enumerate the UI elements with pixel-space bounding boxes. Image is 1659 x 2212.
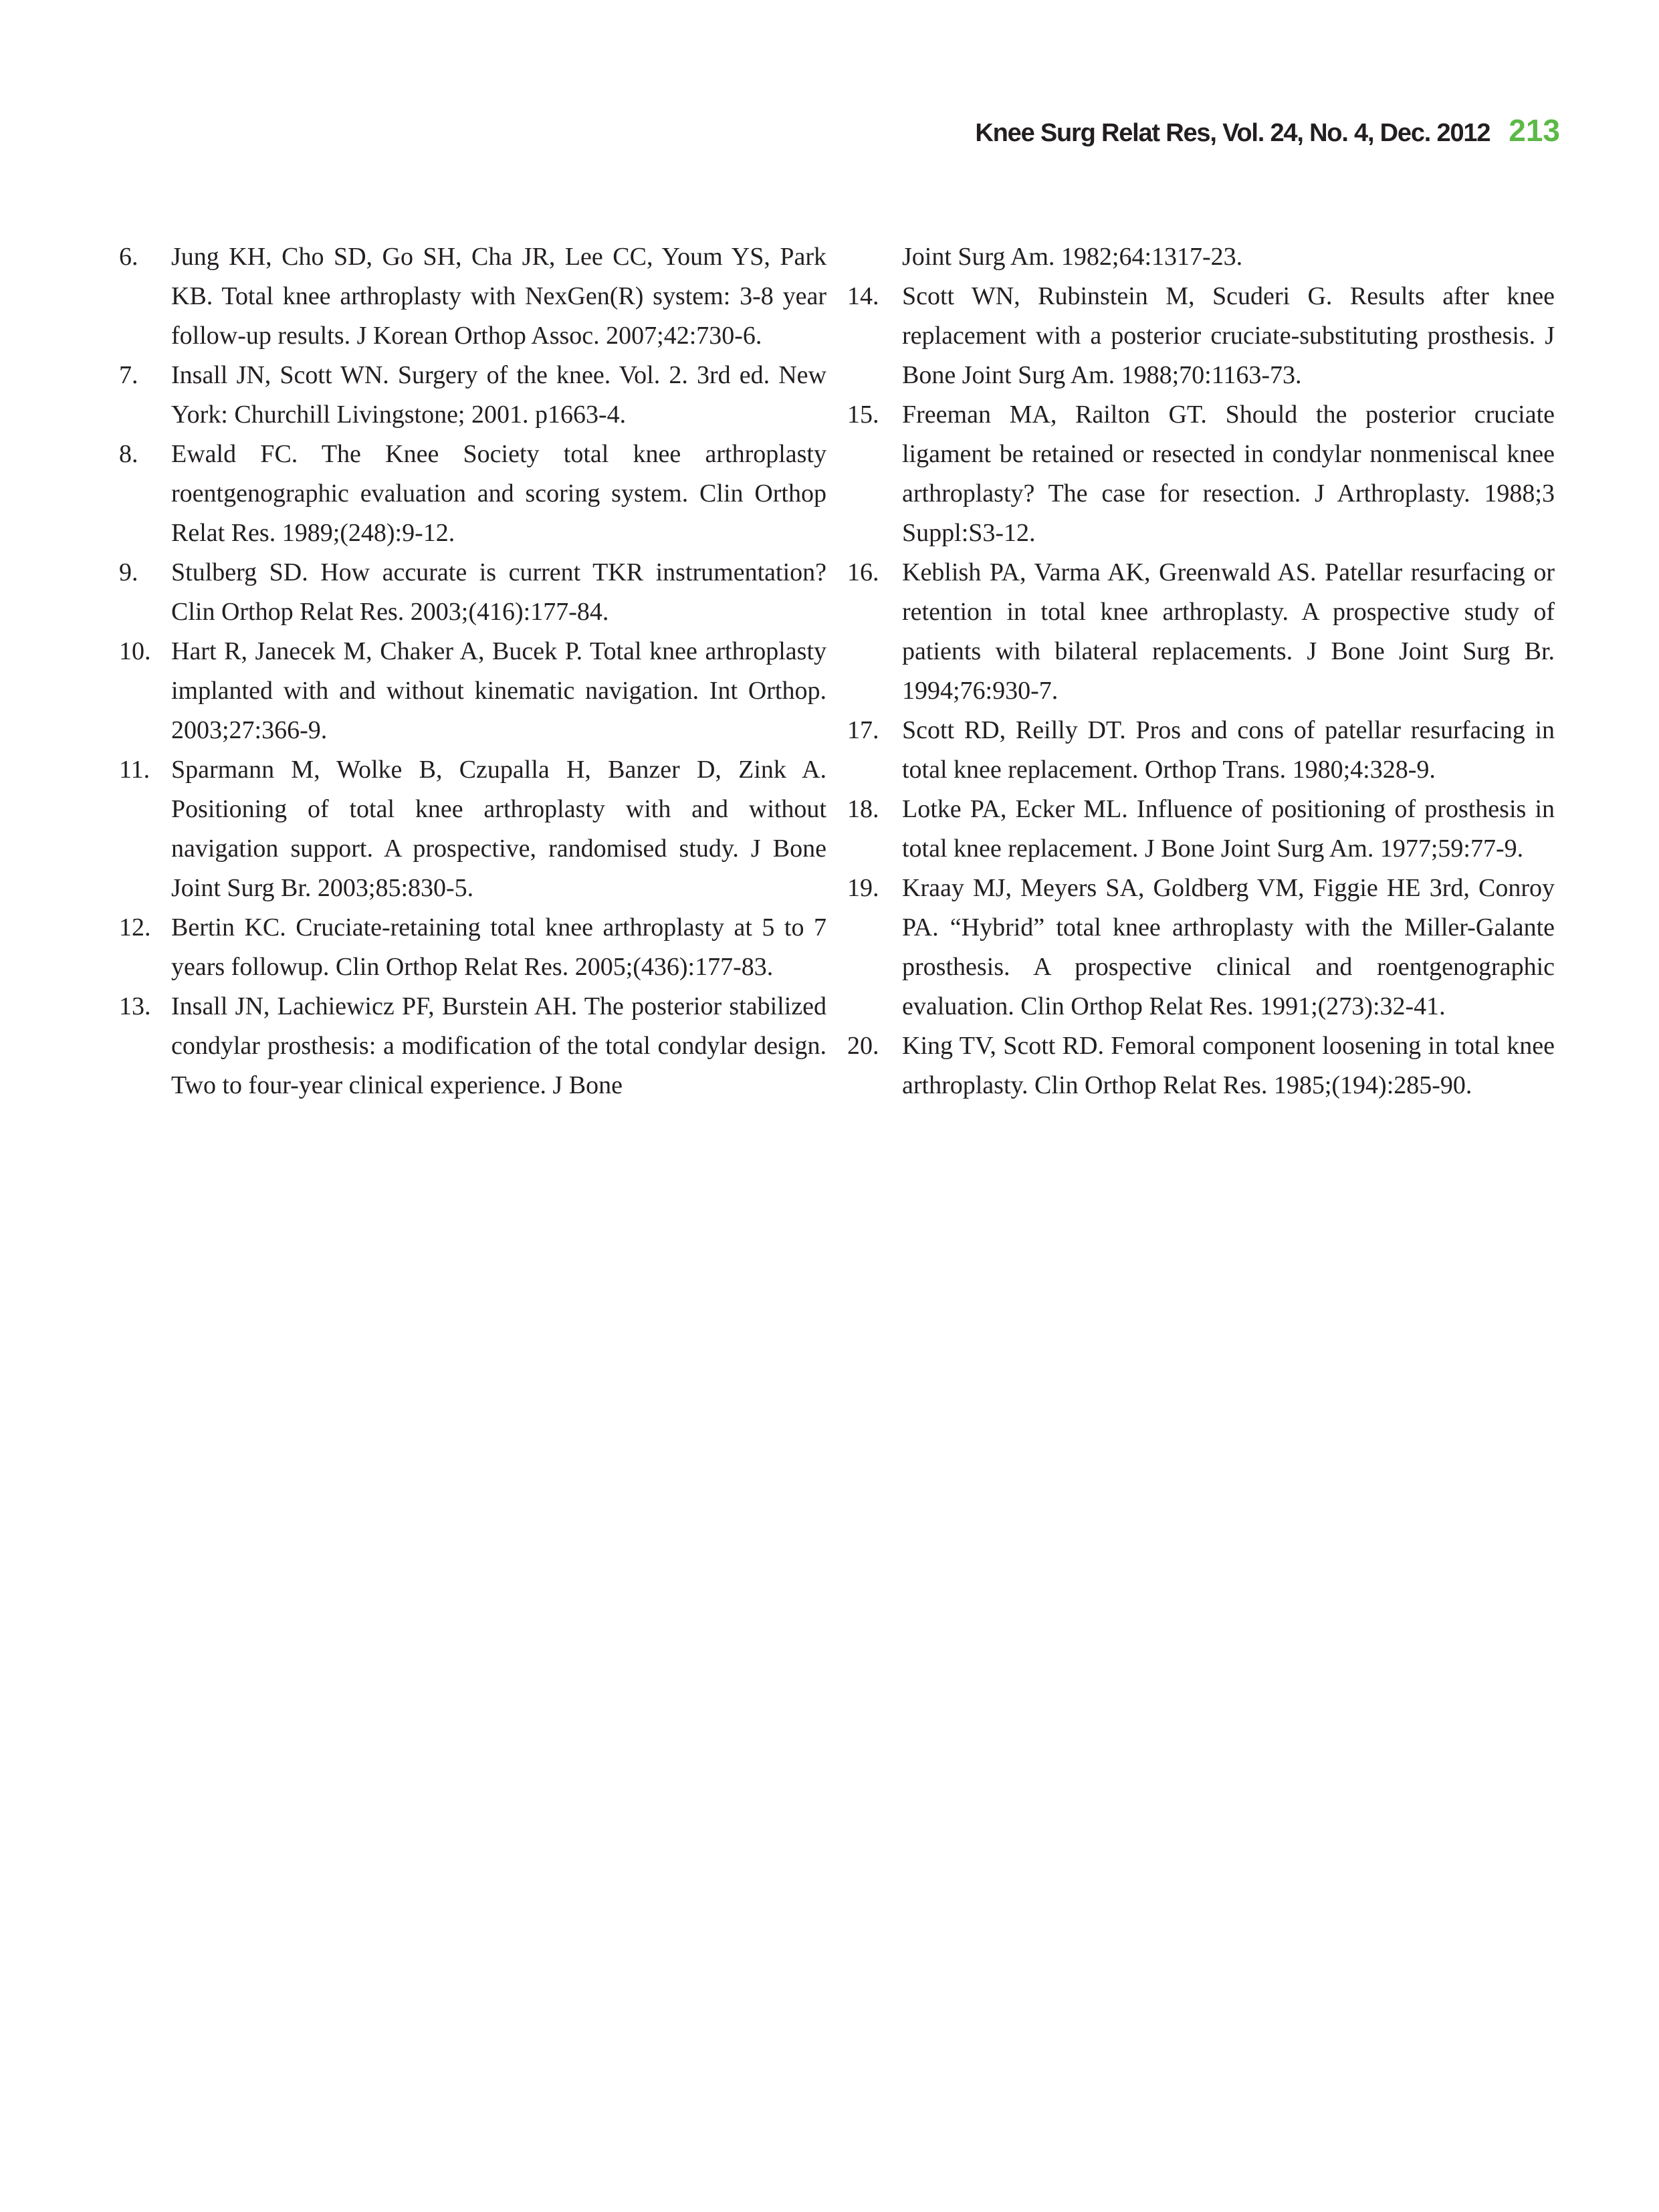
reference-number: 10. xyxy=(119,637,151,665)
reference-number: 7. xyxy=(119,361,138,389)
reference-item xyxy=(119,908,826,987)
reference-item xyxy=(847,869,1555,1026)
reference-number: 8. xyxy=(119,440,138,468)
reference-item xyxy=(119,553,826,632)
reference-text: Ewald FC. The Knee Society total knee arthroplasty roentgenographic evaluation and scoring system. Clin Orthop Relat Res. 1989;(248):9-12. xyxy=(171,440,826,547)
reference-number: 18. xyxy=(847,795,879,823)
reference-number: 6. xyxy=(119,243,138,271)
references-right-column xyxy=(847,237,1555,1105)
reference-text: Jung KH, Cho SD, Go SH, Cha JR, Lee CC, Youm YS, Park KB. Total knee arthroplasty with NexGen(R) system: 3-8 year follow-up results. J Korean Orthop Assoc. 2007;42:730-6. xyxy=(171,243,826,350)
reference-number: 14. xyxy=(847,282,879,310)
reference-item xyxy=(119,435,826,553)
reference-text: Scott RD, Reilly DT. Pros and cons of patellar resurfacing in total knee replacement. Orthop Trans. 1980;4:328-9. xyxy=(902,716,1555,784)
running-header xyxy=(975,112,1560,148)
reference-text: Joint Surg Am. 1982;64:1317-23. xyxy=(902,243,1243,271)
references-left-column xyxy=(119,237,826,1105)
reference-text: Stulberg SD. How accurate is current TKR instrumentation? Clin Orthop Relat Res. 2003;(416):177-84. xyxy=(171,558,826,626)
reference-number: 11. xyxy=(119,756,150,784)
reference-text: Bertin KC. Cruciate-retaining total knee arthroplasty at 5 to 7 years followup. Clin Orthop Relat Res. 2005;(436):177-83. xyxy=(171,913,826,981)
reference-text: Kraay MJ, Meyers SA, Goldberg VM, Figgie HE 3rd, Conroy PA. “Hybrid” total knee arthroplasty with the Miller-Galante prosthesis. A prospective clinical and roentgenographic evaluation. Clin Orthop Relat Res. 1991;(273):32-41. xyxy=(902,874,1555,1020)
reference-text: Scott WN, Rubinstein M, Scuderi G. Results after knee replacement with a posterior cruciate-substituting prosthesis. J Bone Joint Surg Am. 1988;70:1163-73. xyxy=(902,282,1555,389)
reference-item xyxy=(847,711,1555,790)
reference-text: Hart R, Janecek M, Chaker A, Bucek P. Total knee arthroplasty implanted with and without kinematic navigation. Int Orthop. 2003;27:366-9. xyxy=(171,637,826,744)
reference-item xyxy=(847,277,1555,395)
reference-item xyxy=(847,395,1555,553)
reference-number: 12. xyxy=(119,913,151,942)
reference-text: Insall JN, Scott WN. Surgery of the knee. Vol. 2. 3rd ed. New York: Churchill Livingstone; 2001. p1663-4. xyxy=(171,361,826,429)
reference-item xyxy=(119,632,826,750)
reference-text: Sparmann M, Wolke B, Czupalla H, Banzer D, Zink A. Positioning of total knee arthroplasty with and without navigation support. A prospective, randomised study. J Bone Joint Surg Br. 2003;85:830-5. xyxy=(171,756,826,902)
reference-number: 13. xyxy=(119,992,151,1020)
reference-continuation xyxy=(847,237,1555,277)
reference-item xyxy=(847,1026,1555,1105)
reference-item xyxy=(119,987,826,1105)
reference-number: 16. xyxy=(847,558,879,586)
reference-number: 20. xyxy=(847,1032,879,1060)
reference-item xyxy=(847,790,1555,869)
reference-number: 17. xyxy=(847,716,879,744)
reference-item xyxy=(119,237,826,356)
reference-text: Freeman MA, Railton GT. Should the posterior cruciate ligament be retained or resected in condylar nonmeniscal knee arthroplasty? The case for resection. J Arthroplasty. 1988;3 Suppl:S3-12. xyxy=(902,401,1555,547)
reference-number: 19. xyxy=(847,874,879,902)
journal-citation: Knee Surg Relat Res, Vol. 24, No. 4, Dec. 2012 xyxy=(975,119,1490,147)
reference-text: Insall JN, Lachiewicz PF, Burstein AH. The posterior stabilized condylar prosthesis: a modification of the total condylar design. Two to four-year clinical experience. J Bone xyxy=(171,992,826,1099)
reference-number: 15. xyxy=(847,401,879,429)
reference-text: Lotke PA, Ecker ML. Influence of positioning of prosthesis in total knee replacement. J Bone Joint Surg Am. 1977;59:77-9. xyxy=(902,795,1555,863)
reference-number: 9. xyxy=(119,558,138,586)
reference-item xyxy=(119,356,826,435)
reference-text: Keblish PA, Varma AK, Greenwald AS. Patellar resurfacing or retention in total knee arthroplasty. A prospective study of patients with bilateral replacements. J Bone Joint Surg Br. 1994;76:930-7. xyxy=(902,558,1555,705)
page-number: 213 xyxy=(1509,113,1560,148)
reference-item xyxy=(847,553,1555,711)
reference-item xyxy=(119,750,826,908)
reference-text: King TV, Scott RD. Femoral component loosening in total knee arthroplasty. Clin Orthop Relat Res. 1985;(194):285-90. xyxy=(902,1032,1555,1099)
